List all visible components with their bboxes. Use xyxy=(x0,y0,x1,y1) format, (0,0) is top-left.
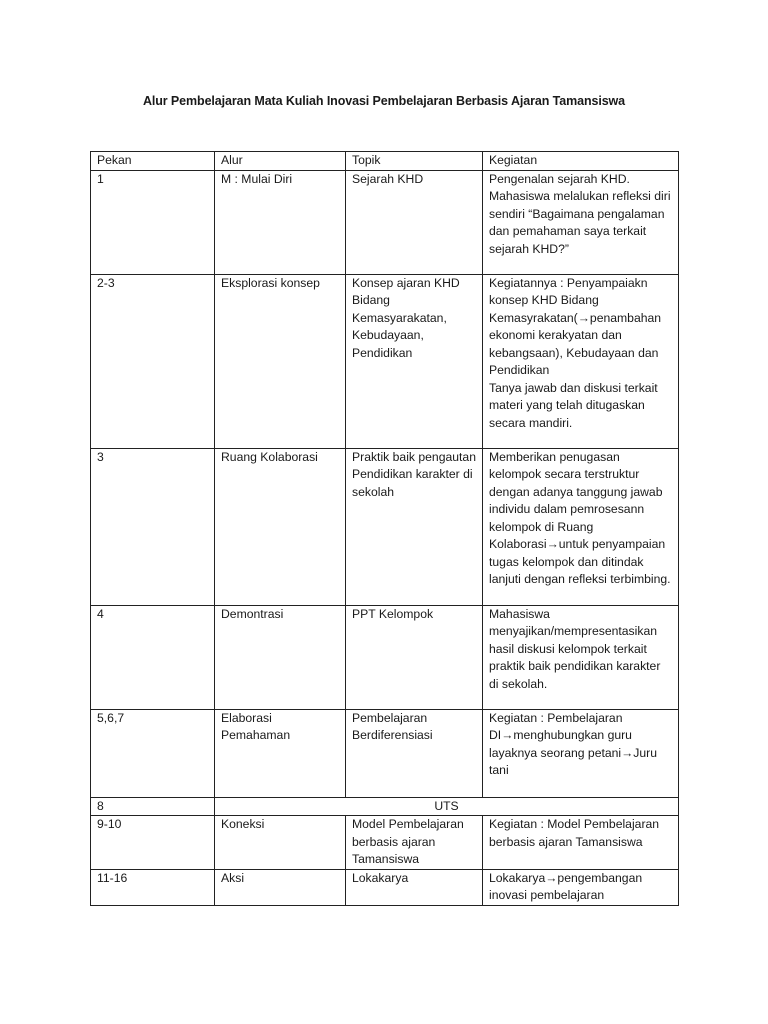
cell-pekan: 2-3 xyxy=(91,274,215,448)
cell-pekan: 4 xyxy=(91,605,215,709)
cell-alur: M : Mulai Diri xyxy=(215,170,346,274)
cell-topik: Model Pembelajaran berbasis ajaran Tamansiswa xyxy=(346,816,483,870)
learning-flow-table xyxy=(90,151,679,906)
cell-topik: Sejarah KHD xyxy=(346,170,483,274)
cell-pekan: 9-10 xyxy=(91,816,215,870)
table-row xyxy=(91,274,679,448)
header-pekan: Pekan xyxy=(91,152,215,171)
cell-topik: Praktik baik pengautan Pendidikan karakter di sekolah xyxy=(346,448,483,605)
cell-kegiatan: Kegiatan : Model Pembelajaran berbasis ajaran Tamansiswa xyxy=(483,816,679,870)
cell-topik: Konsep ajaran KHD Bidang Kemasyarakatan, Kebudayaan, Pendidikan xyxy=(346,274,483,448)
table-row xyxy=(91,448,679,605)
cell-pekan: 1 xyxy=(91,170,215,274)
cell-uts-merged: UTS xyxy=(215,797,679,816)
cell-pekan: 3 xyxy=(91,448,215,605)
header-topik: Topik xyxy=(346,152,483,171)
table-row xyxy=(91,605,679,709)
cell-topik: Pembelajaran Berdiferensiasi xyxy=(346,709,483,797)
table-row xyxy=(91,709,679,797)
cell-pekan: 8 xyxy=(91,797,215,816)
cell-alur: Aksi xyxy=(215,869,346,905)
cell-kegiatan: Kegiatannya : Penyampaiakn konsep KHD Bidang Kemasyrakatan(→penambahan ekonomi kerakyatan dan kebangsaan), Kebudayaan dan Pendidikan Tanya jawab dan diskusi terkait materi yang telah ditugaskan secara mandiri. xyxy=(483,274,679,448)
cell-alur: Ruang Kolaborasi xyxy=(215,448,346,605)
table-header-row xyxy=(91,152,679,171)
cell-topik: Lokakarya xyxy=(346,869,483,905)
cell-kegiatan: Memberikan penugasan kelompok secara terstruktur dengan adanya tanggung jawab individu dalam pemrosesann kelompok di Ruang Kolaborasi→untuk penyampaian tugas kelompok dan ditindak lanjuti dengan refleksi terbimbing. xyxy=(483,448,679,605)
header-kegiatan: Kegiatan xyxy=(483,152,679,171)
table-row xyxy=(91,170,679,274)
cell-alur: Eksplorasi konsep xyxy=(215,274,346,448)
cell-kegiatan: Kegiatan : Pembelajaran DI→menghubungkan guru layaknya seorang petani→Juru tani xyxy=(483,709,679,797)
header-alur: Alur xyxy=(215,152,346,171)
cell-kegiatan: Lokakarya→pengembangan inovasi pembelajaran xyxy=(483,869,679,905)
cell-pekan: 11-16 xyxy=(91,869,215,905)
table-row xyxy=(91,816,679,870)
cell-topik: PPT Kelompok xyxy=(346,605,483,709)
cell-kegiatan: Mahasiswa menyajikan/mempresentasikan hasil diskusi kelompok terkait praktik baik pendidikan karakter di sekolah. xyxy=(483,605,679,709)
document-title: Alur Pembelajaran Mata Kuliah Inovasi Pembelajaran Berbasis Ajaran Tamansiswa xyxy=(142,94,626,108)
cell-alur: Demontrasi xyxy=(215,605,346,709)
cell-pekan: 5,6,7 xyxy=(91,709,215,797)
table-row xyxy=(91,869,679,905)
cell-alur: Koneksi xyxy=(215,816,346,870)
cell-kegiatan: Pengenalan sejarah KHD. Mahasiswa melalukan refleksi diri sendiri “Bagaimana pengalaman dan pemahaman saya terkait sejarah KHD?” xyxy=(483,170,679,274)
table-row-uts xyxy=(91,797,679,816)
cell-alur: Elaborasi Pemahaman xyxy=(215,709,346,797)
